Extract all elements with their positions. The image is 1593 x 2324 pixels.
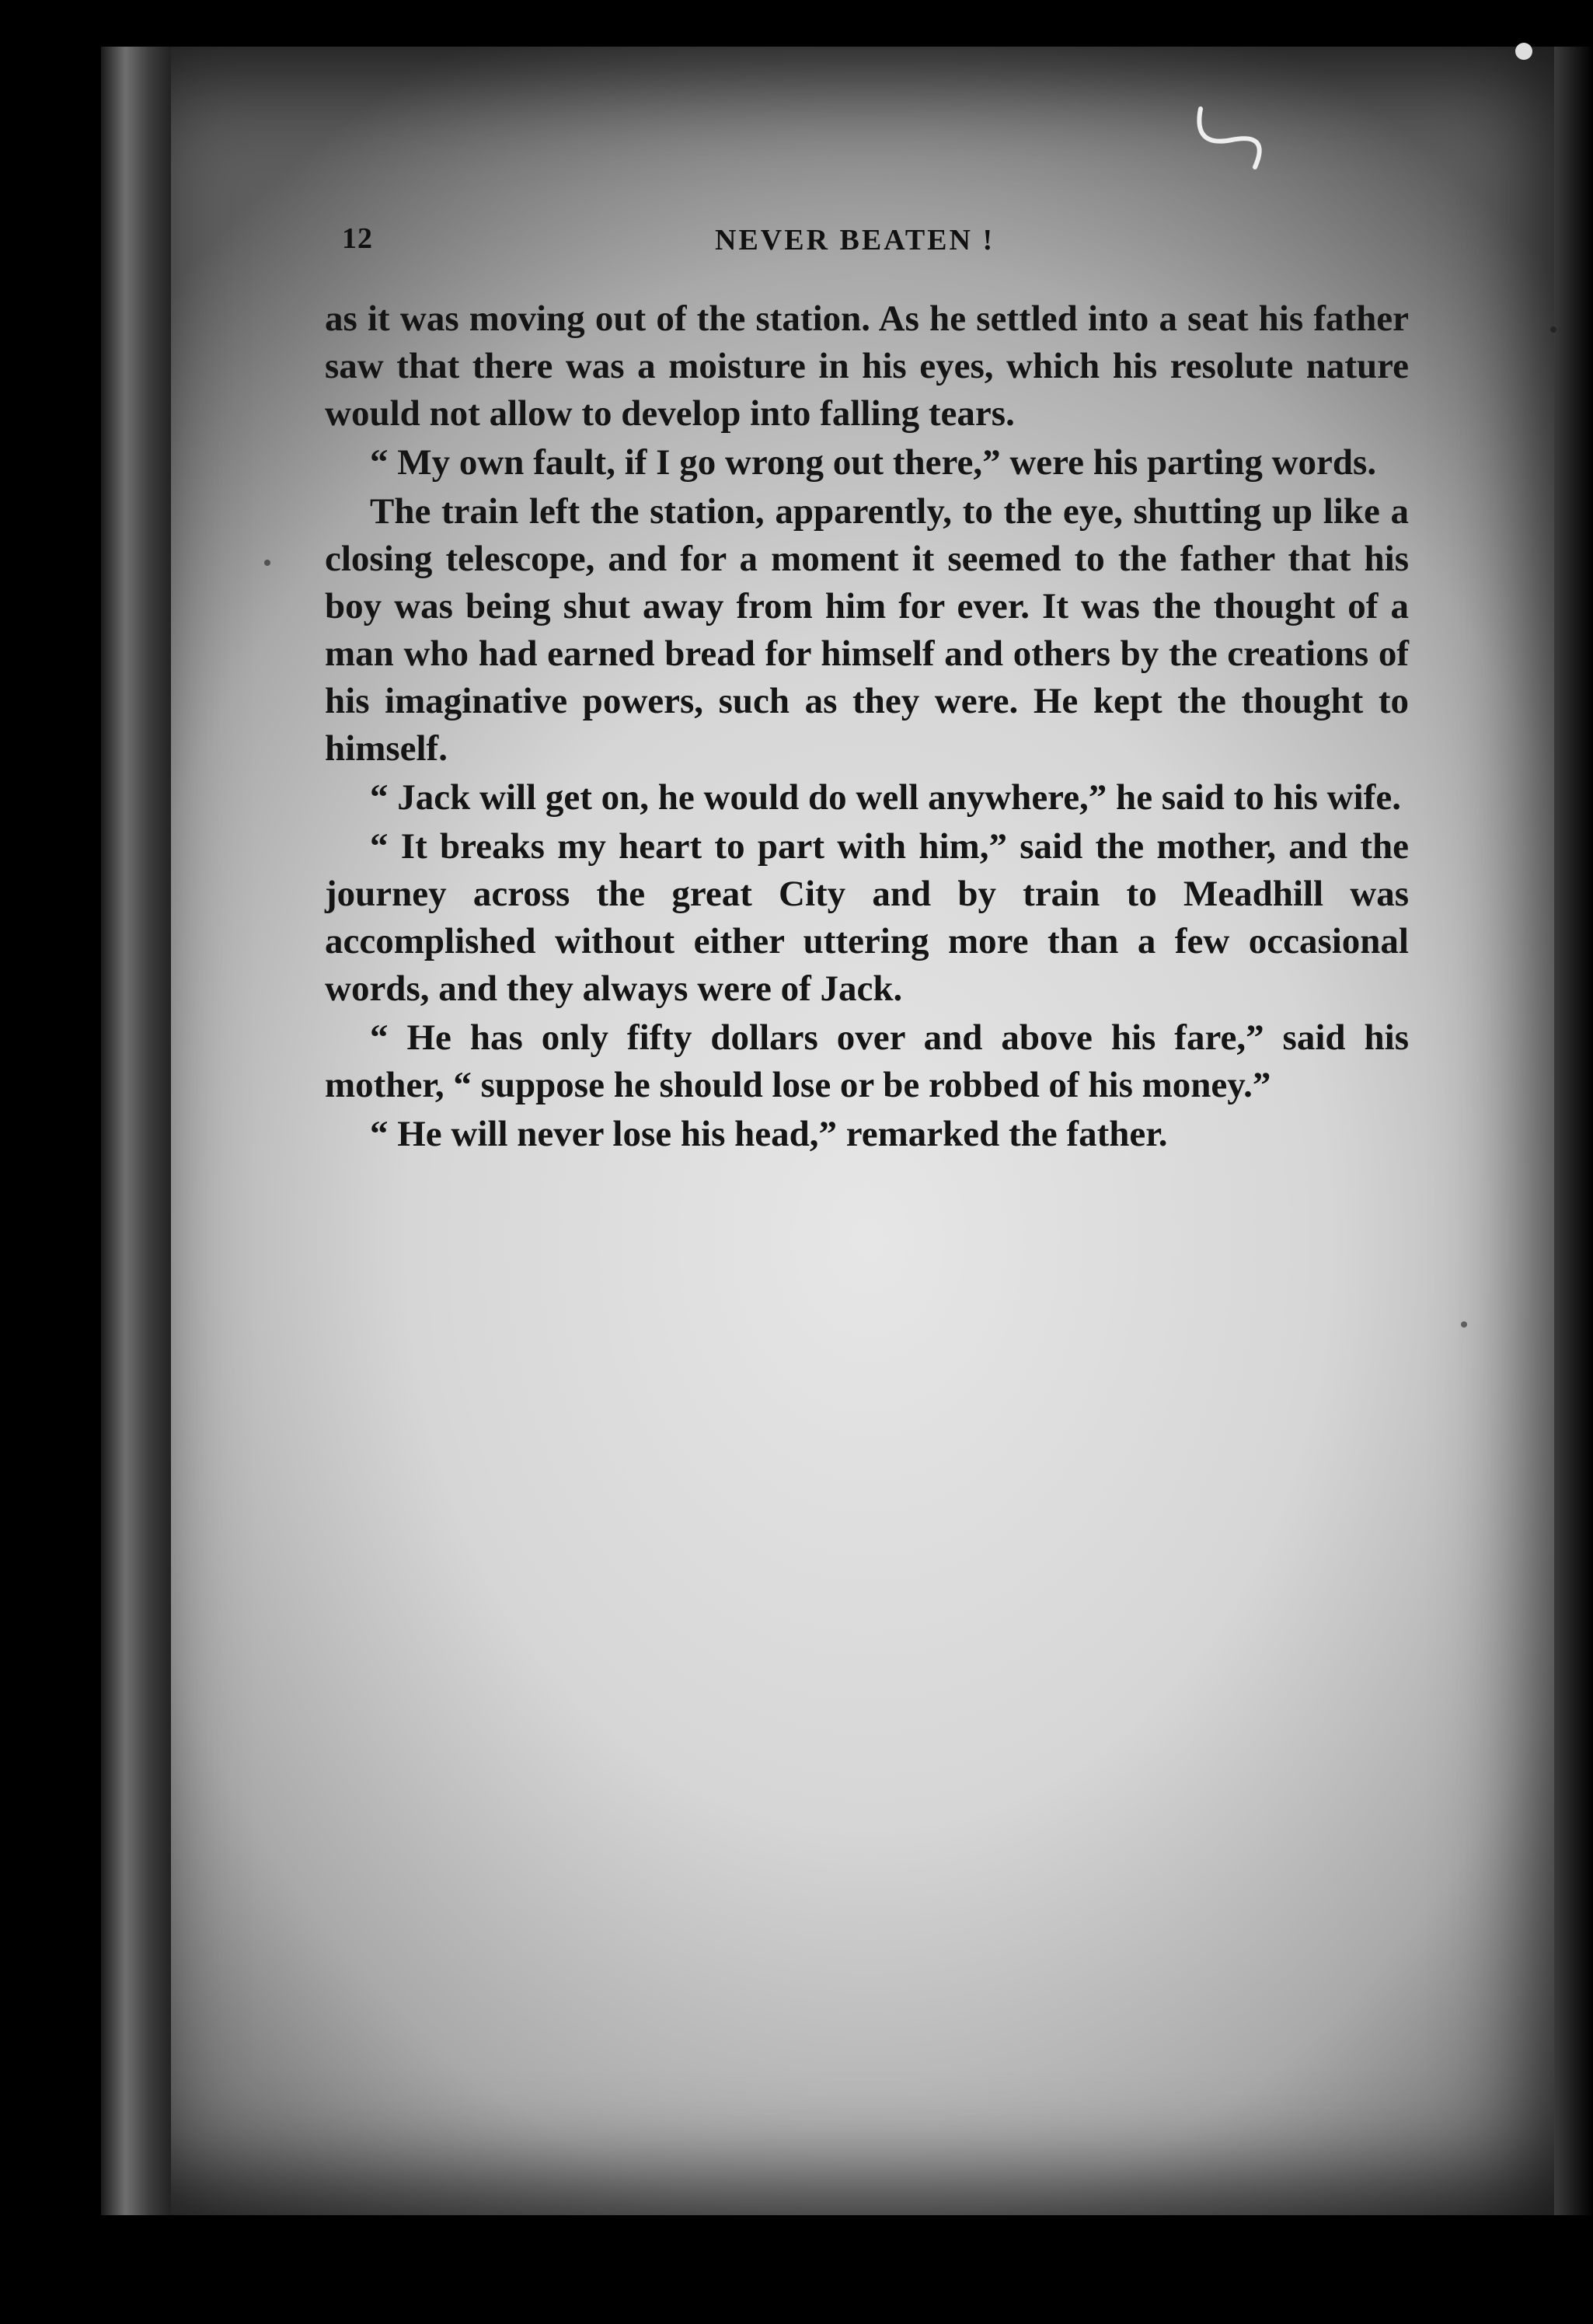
paragraph: “ It breaks my heart to part with him,” said the mother, and the journey across the great City and by train to Meadhill was accomplished without either uttering more than a few occasional words, and they always were of Jack.	[325, 826, 1409, 1009]
paragraph: “ He will never lose his head,” remarked the father.	[370, 1114, 1168, 1154]
page-header	[342, 222, 1430, 268]
paragraph: “ He has only fifty dollars over and above his fare,” said his mother, “ suppose he should lose or be robbed of his money.”	[325, 1017, 1409, 1105]
page-right-edge	[1554, 47, 1593, 2215]
ink-speck	[264, 560, 270, 566]
ink-speck	[1550, 326, 1556, 333]
ink-speck	[1515, 43, 1532, 60]
paragraph: as it was moving out of the station. As he settled into a seat his father saw that there was a moisture in his eyes, which his resolute nature would not allow to develop into falling tears.	[325, 298, 1409, 434]
paragraph: “ My own fault, if I go wrong out there,” were his parting words.	[370, 442, 1377, 483]
paragraph: The train left the station, apparently, to the eye, shutting up like a closing telescope, and for a moment it seemed to the father that his boy was being shut away from him for ever. It was the thought of a man who had earned bread for himself and others by the creations of his imaginative powers, such as they were. He kept the thought to himself.	[325, 491, 1409, 769]
pencil-mark	[1185, 93, 1294, 179]
body-text	[325, 295, 1409, 1160]
paragraph: “ Jack will get on, he would do well anywhere,” he said to his wife.	[370, 777, 1401, 818]
book-spine	[101, 47, 171, 2215]
ink-speck	[1461, 1321, 1467, 1328]
page-number: 12	[342, 222, 373, 255]
running-title: NEVER BEATEN !	[715, 224, 995, 256]
